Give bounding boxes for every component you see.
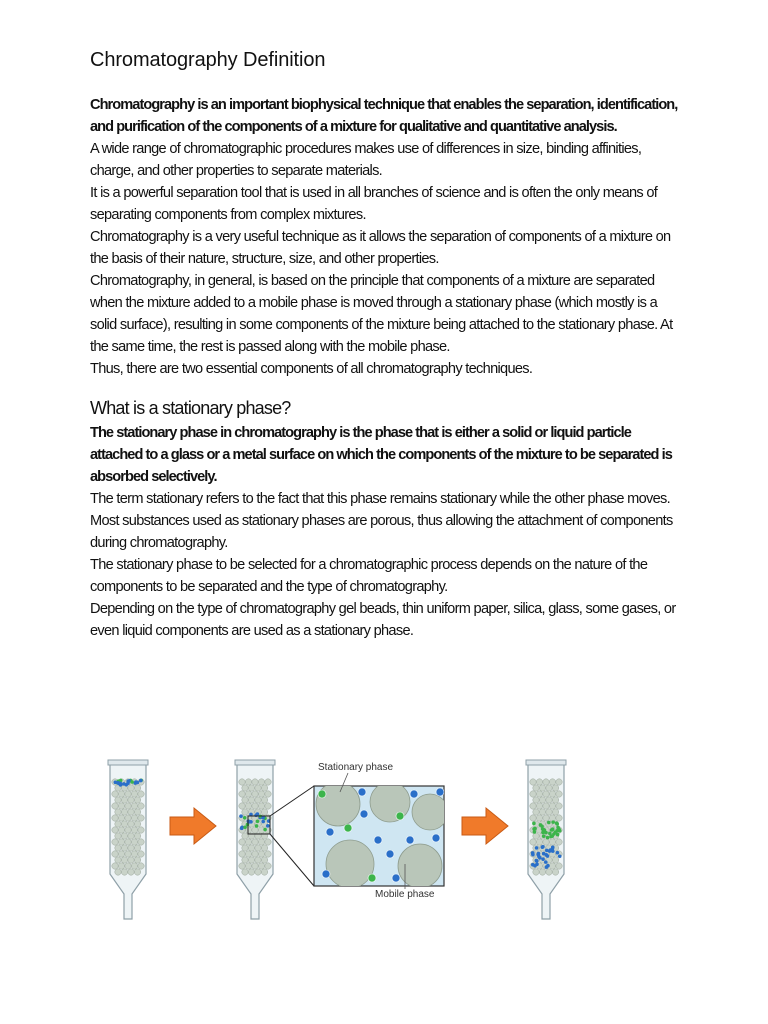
page-title: Chromatography Definition (90, 49, 326, 71)
definition-lead: Chromatography is an important biophysical technique that enables the separation, identification, and purification of the components of a mixture for qualitative and quantitative analysis. (90, 97, 678, 135)
arrow-right-icon (462, 808, 508, 844)
column-during-icon (235, 760, 275, 919)
stationary-lead: The stationary phase in chromatography is the phase that is either a solid or liquid particle attached to a glass or a metal surface on which the components of the mixture to be separated is absorbed selectively. (90, 425, 672, 485)
arrow-right-icon (170, 808, 216, 844)
chromatography-illustration (100, 754, 600, 929)
chromatography-figure (100, 754, 600, 929)
stationary-paragraph-3: The stationary phase to be selected for a chromatographic process depends on the nature of the components to be separated and the type of chromatography. (90, 557, 648, 595)
definition-paragraph-5: Thus, there are two essential components of all chromatography techniques. (90, 361, 533, 377)
stationary-paragraph-4: Depending on the type of chromatography gel beads, thin uniform paper, silica, glass, some gases, or even liquid components are used as a stationary phase. (90, 601, 676, 639)
stationary-paragraph-1: The term stationary refers to the fact that this phase remains stationary while the other phase moves. (90, 491, 670, 507)
document-page (90, 46, 680, 642)
stationary-paragraph-2: Most substances used as stationary phases are porous, thus allowing the attachment of components during chromatography. (90, 513, 673, 551)
mobile-phase-label: Mobile phase (375, 889, 435, 900)
zoom-inset (248, 782, 448, 888)
definition-paragraph-4: Chromatography, in general, is based on the principle that components of a mixture are separated when the mixture added to a mobile phase is moved through a stationary phase (which mostly is a solid surface), resulting in some components of the mixture being attached to the stationary phase. At the same time, the rest is passed along with the mobile phase. (90, 273, 673, 355)
stationary-phase-heading: What is a stationary phase? (90, 398, 291, 418)
column-before-icon (108, 760, 148, 919)
stationary-phase-label: Stationary phase (318, 762, 394, 773)
definition-paragraph-2: It is a powerful separation tool that is used in all branches of science and is often the only means of separating components from complex mixtures. (90, 185, 658, 223)
definition-paragraph-3: Chromatography is a very useful technique as it allows the separation of components of a mixture on the basis of their nature, structure, size, and other properties. (90, 229, 671, 267)
definition-paragraph-1: A wide range of chromatographic procedures makes use of differences in size, binding affinities, charge, and other properties to separate materials. (90, 141, 642, 179)
column-after-icon (526, 760, 566, 919)
